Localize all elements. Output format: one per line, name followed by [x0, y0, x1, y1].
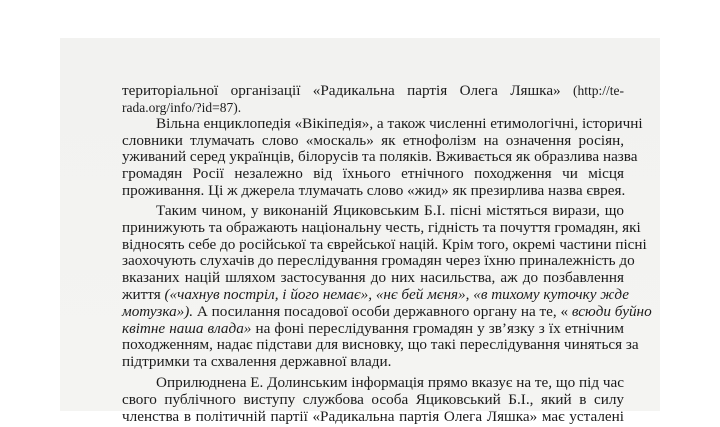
text-line: Оприлюднена Е. Долинським інформація прямо вказує на те, що під час — [156, 374, 624, 391]
text-line: квітне наша влада» на фоні переслідування громадян у зв’язку з їх етнічним — [122, 319, 625, 337]
text-line: підтримки та схвалення державної влади. — [122, 353, 392, 371]
text-line: Таким чином, у виконаній Яциковським Б.І. пісні містяться вирази, що — [156, 202, 624, 219]
text-line: членства в політичній партії «Радикальна партія Олега Ляшка» має усталені — [122, 407, 624, 425]
source-link[interactable]: (http://te- — [573, 83, 624, 98]
text-line: проживання. Ці ж джерела тлумачать слово «жид» як презирлива назва єврея. — [122, 182, 626, 199]
official-quote: всюди буйно — [571, 302, 652, 320]
text-line: вказаних націй шляхом застосування до них насильства, аж до позбавлення — [122, 269, 624, 287]
text-line: походженням, надає підстави для висновку, що такі переслідування чиняться за — [122, 336, 639, 354]
song-quote: мотузка»). — [122, 302, 194, 320]
document-page — [60, 38, 660, 425]
source-link-continued[interactable]: rada.org/info/?id=87). — [122, 99, 242, 115]
text-line: уживаний серед українців, білорусів та поляків. Вживається як образлива назва — [122, 148, 638, 166]
official-quote: квітне наша влада» — [122, 319, 252, 337]
text-line: заохочують слухачів до переслідування громадян через їхню приналежність до — [122, 252, 635, 270]
text-line: словники тлумачать слово «москаль» як етнофолізм на означення росіян, — [122, 131, 624, 149]
song-quote: («чахнув постріл, і його немає», «нє бей мєня», «в тихому куточку жде — [164, 286, 630, 303]
text-line: громадян Росії незалежно від їхнього етнічного походження чи місця — [122, 165, 624, 183]
text-line: життя («чахнув постріл, і його немає», «нє бей мєня», «в тихому куточку жде — [122, 286, 630, 303]
text-line: територіальної організації «Радикальна партія Олега Ляшка» (http://te- — [122, 82, 624, 99]
text-line: Вільна енциклопедія «Вікіпедія», а також численні етимологічні, історичні — [156, 114, 643, 132]
text-line: принижують та ображають національну честь, гідність та почуття громадян, які — [122, 218, 641, 236]
text-line: відносять себе до російської та єврейської націй. Крім того, окремі частини пісні — [122, 235, 647, 253]
text-line: мотузка»). А посилання посадової особи державного органу на те, « всюди буйно — [122, 302, 652, 320]
text-line: свого публічного виступу службова особа Яциковський Б.І., який в силу — [122, 390, 624, 408]
